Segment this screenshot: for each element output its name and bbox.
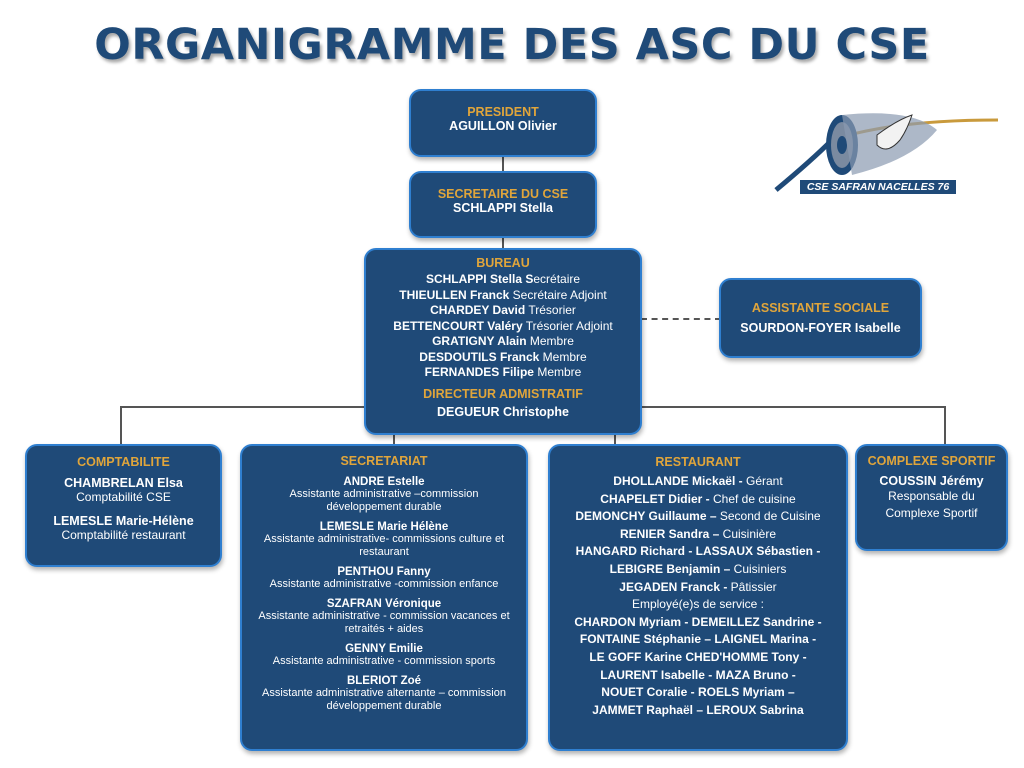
restaurant-line-role: Second de Cuisine	[716, 509, 821, 524]
bureau-member-role: Trésorier Adjoint	[525, 318, 613, 333]
assistante-name: SOURDON-FOYER Isabelle	[740, 321, 901, 335]
secretaire-name: SCHLAPPI Stella	[452, 201, 554, 215]
restaurant-line-name: DEMONCHY Guillaume –	[575, 509, 717, 524]
comptabilite-entry	[27, 476, 220, 504]
comptabilite-entry-name: CHAMBRELAN Elsa	[64, 476, 183, 490]
restaurant-line	[550, 561, 846, 579]
secretariat-entry-role: Assistante administrative alternante – commission développement durable	[262, 687, 506, 712]
restaurant-line	[550, 702, 846, 720]
restaurant-line-role: Chef de cuisine	[709, 491, 796, 506]
secretariat-entry-name: ANDRE Estelle	[343, 476, 425, 488]
restaurant-line-name: LEBIGRE Benjamin –	[609, 561, 731, 576]
bureau-member	[366, 272, 640, 288]
secretariat-entry-role: Assistante administrative -commission enfance	[269, 578, 499, 590]
connector-sportif	[944, 406, 946, 446]
bureau-member-role: Membre	[542, 349, 587, 364]
bureau-member-name: SCHLAPPI Stella S	[425, 272, 534, 286]
comptabilite-entry-role: Comptabilité restaurant	[61, 528, 186, 542]
secretariat-entry-name: SZAFRAN Véronique	[326, 598, 442, 610]
comptabilite-box	[25, 444, 222, 567]
comptabilite-entry-role: Comptabilité CSE	[76, 490, 171, 504]
secretariat-entry-role: Assistante administrative - commission vacances et retraités + aides	[258, 610, 510, 635]
restaurant-line-role: Gérant	[742, 474, 783, 488]
bureau-member-name: THIEULLEN Franck	[399, 287, 510, 302]
restaurant-line-name: CHAPELET Didier -	[600, 491, 710, 506]
page-title: ORGANIGRAMME DES ASC DU CSE	[94, 20, 930, 70]
secretariat-entries	[254, 476, 514, 713]
bureau-member	[366, 350, 640, 366]
sportif-box	[855, 444, 1008, 551]
bureau-member-name: GRATIGNY Alain	[432, 334, 527, 348]
restaurant-line-name: DHOLLANDE Mickaël -	[613, 474, 743, 488]
secretariat-entry-name: LEMESLE Marie Hélène	[319, 521, 449, 533]
restaurant-line-name: CHARDON Myriam - DEMEILLEZ Sandrine -	[574, 614, 822, 629]
restaurant-line	[550, 667, 846, 685]
restaurant-heading: RESTAURANT	[655, 455, 741, 469]
directeur-heading: DIRECTEUR ADMISTRATIF	[423, 386, 583, 401]
bureau-member-role: Membre	[537, 365, 582, 379]
restaurant-line-name: FONTAINE Stéphanie – LAIGNEL Marina -	[579, 632, 817, 647]
bureau-member-name: DESDOUTILS Franck	[419, 349, 540, 364]
restaurant-line-role: Pâtissier	[727, 579, 777, 594]
secretariat-box	[240, 444, 528, 751]
comptabilite-entry	[27, 514, 220, 542]
secretariat-entry	[254, 675, 514, 713]
connector-bureau-assistante	[641, 318, 721, 320]
bureau-member-role: Membre	[529, 334, 574, 348]
restaurant-line-name: RENIER Sandra –	[619, 526, 720, 541]
secretaire-box	[409, 171, 597, 238]
restaurant-line-name: LAURENT Isabelle - MAZA Bruno -	[600, 667, 796, 682]
sportif-name: COUSSIN Jérémy	[879, 474, 984, 488]
restaurant-line-role: Cuisiniers	[730, 561, 787, 576]
bureau-member-name: BETTENCOURT Valéry	[393, 318, 523, 333]
bureau-box	[364, 248, 642, 435]
secretariat-entry-name: GENNY Emilie	[345, 643, 423, 655]
restaurant-box	[548, 444, 848, 751]
assistante-box	[719, 278, 922, 358]
restaurant-line	[550, 614, 846, 632]
connector-comptabilite	[120, 406, 122, 446]
restaurant-line	[550, 579, 846, 597]
secretaire-heading: SECRETAIRE DU CSE	[437, 187, 569, 201]
restaurant-line-role: Employé(e)s de service :	[631, 597, 765, 612]
secretariat-entry	[254, 521, 514, 559]
president-box	[409, 89, 597, 157]
restaurant-line	[550, 596, 846, 614]
restaurant-line-name: JAMMET Raphaël – LEROUX Sabrina	[592, 702, 804, 717]
restaurant-line-name: HANGARD Richard - LASSAUX Sébastien -	[575, 544, 821, 559]
secretariat-entry-role: Assistante administrative - commission sports	[272, 655, 496, 667]
secretariat-entry	[254, 566, 514, 591]
president-heading: PRESIDENT	[467, 105, 539, 119]
secretariat-entry-role: Assistante administrative- commissions culture et restaurant	[263, 533, 505, 558]
restaurant-line	[550, 508, 846, 526]
logo	[772, 100, 1004, 196]
restaurant-line-role: Cuisinière	[719, 526, 777, 541]
secretariat-entry	[254, 598, 514, 636]
bureau-member-role: ecrétaire	[533, 272, 581, 286]
sportif-role: Responsable du Complexe Sportif	[885, 489, 978, 520]
secretariat-heading: SECRETARIAT	[340, 454, 428, 468]
restaurant-line	[550, 631, 846, 649]
restaurant-line-name: NOUET Coralie - ROELS Myriam –	[601, 685, 795, 700]
bureau-member-role: Trésorier	[528, 303, 576, 317]
secretariat-entry-name: PENTHOU Fanny	[337, 566, 431, 578]
bureau-member	[366, 303, 640, 319]
comptabilite-heading: COMPTABILITE	[77, 455, 170, 469]
restaurant-line	[550, 491, 846, 509]
comptabilite-entry-name: LEMESLE Marie-Hélène	[53, 514, 194, 528]
bureau-member-name: CHARDEY David	[430, 303, 526, 317]
bureau-members	[366, 272, 640, 381]
logo-text: CSE SAFRAN NACELLES 76	[806, 181, 950, 193]
bureau-member	[366, 288, 640, 304]
restaurant-line	[550, 684, 846, 702]
bureau-heading: BUREAU	[476, 256, 530, 270]
restaurant-line-name: JEGADEN Franck -	[619, 579, 728, 594]
restaurant-line	[550, 526, 846, 544]
restaurant-line	[550, 473, 846, 491]
bureau-member-name: FERNANDES Filipe	[424, 365, 534, 379]
secretariat-entry	[254, 476, 514, 514]
bureau-member	[366, 365, 640, 381]
secretariat-entry-name: BLERIOT Zoé	[346, 675, 422, 687]
restaurant-line	[550, 543, 846, 561]
assistante-heading: ASSISTANTE SOCIALE	[751, 301, 890, 315]
restaurant-line-name: LE GOFF Karine CHED'HOMME Tony -	[589, 649, 807, 664]
directeur-name: DEGUEUR Christophe	[437, 404, 569, 419]
restaurant-lines	[550, 473, 846, 719]
president-name: AGUILLON Olivier	[449, 119, 557, 133]
secretariat-entry	[254, 643, 514, 668]
secretariat-entry-role: Assistante administrative –commission développement durable	[289, 488, 479, 513]
restaurant-line	[550, 649, 846, 667]
sportif-heading: COMPLEXE SPORTIF	[867, 454, 996, 468]
bureau-member	[366, 319, 640, 335]
bureau-member-role: Secrétaire Adjoint	[512, 287, 607, 302]
bureau-member	[366, 334, 640, 350]
